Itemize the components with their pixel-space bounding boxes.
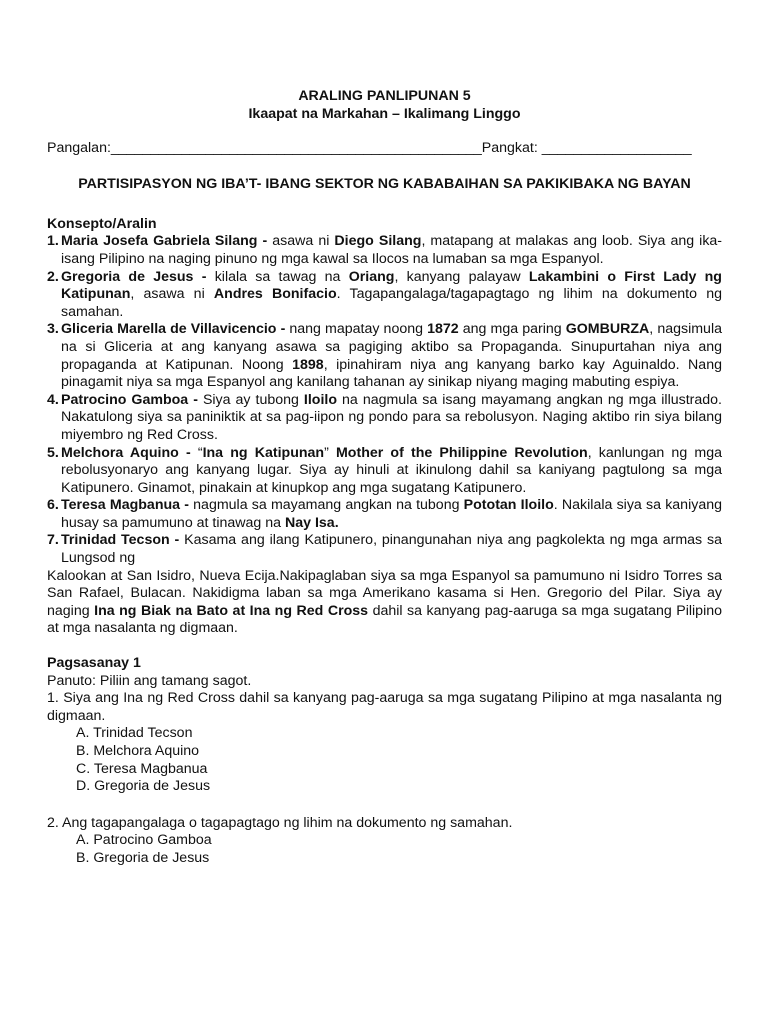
bold-text: Lakambini o First Lady ng Katipunan [61, 268, 722, 303]
group-blank[interactable]: ___________________ [537, 140, 692, 157]
text-run: Siya ay tubong [202, 391, 304, 408]
bold-text: Iloilo [303, 391, 338, 408]
bold-text: Mother of the Philippine Revolution [335, 444, 588, 461]
bold-text: Teresa Magbanua - [61, 497, 194, 514]
bold-text: Ina ng Katipunan [202, 444, 325, 461]
answer-option[interactable]: D. Gregoria de Jesus [76, 778, 211, 795]
lesson-item-number: 3. [47, 321, 59, 338]
text-run: , kanlungan ng mga rebolusyonaryo ang kanyang lugar. Siya ay hinuli at ikinulong dahil sa kaniyang pagtulong sa mga Katipunero. Ginamot, pinakain at kinupkop ang mga sugatang Katipunero. [61, 444, 722, 496]
text-run: , nagsimula na si Gliceria at ang kanyang asawa sa pagiging aktibo sa Propaganda. Sinupurtahan niya ang propaganda at Katipunan. Noong [61, 321, 722, 373]
bold-text: Gregoria de Jesus - [61, 268, 215, 285]
bold-text: Oriang [348, 268, 395, 285]
bold-text: Ina ng Biak na Bato at Ina ng Red Cross [94, 602, 369, 619]
lesson-item-number: 5. [47, 444, 59, 461]
bold-text: Trinidad Tecson - [61, 532, 185, 549]
bold-text: Diego Silang [334, 233, 422, 250]
bold-text: Gliceria Marella de Villavicencio - [61, 321, 290, 338]
text-run: , ipinahiram niya ang kanyang barko kay Aguinaldo. Nang pinagamit niya sa mga Espanyol ang kanilang tahanan ay sinikap niyang maging mabuting espiya. [61, 356, 722, 391]
question-text: 1. Siya ang Ina ng Red Cross dahil sa kanyang pag-aaruga sa mga sugatang Pilipino at mga nasalanta ng digmaan. [47, 690, 722, 724]
name-line [47, 140, 722, 158]
text-run: Kalookan at San Isidro, Nueva Ecija.Nakipaglaban siya sa mga Espanyol sa pamumuno ni Isidro Torres sa San Rafael, Bulacan. Nakidigma laban sa mga Amerikano kasama si Hen. Gregorio del Pilar. Siya ay naging [47, 567, 722, 619]
answer-option[interactable]: A. Patrocino Gamboa [76, 832, 212, 849]
document-title: ARALING PANLIPUNAN 5 [298, 88, 471, 104]
lesson-item [47, 233, 722, 268]
answer-options [47, 725, 722, 795]
text-run: , matapang at malakas ang loob. Siya ang ika-isang Pilipino na naging pinuno ng mga kawal sa Ilocos na lumaban sa mga Espanyol. [61, 233, 723, 267]
answer-options [47, 832, 722, 867]
bold-text: GOMBURZA [565, 321, 650, 338]
lesson-item [47, 321, 722, 391]
lesson-item-text [61, 532, 722, 567]
group-label: Pangkat: [481, 140, 538, 157]
text-run: asawa ni [272, 233, 335, 250]
exercise-instructions: Panuto: Piliin ang tamang sagot. [47, 672, 252, 689]
lesson-item [47, 497, 722, 532]
lesson-heading: PARTISIPASYON NG IBA’T- IBANG SEKTOR NG KABABAIHAN SA PAKIKIBAKA NG BAYAN [78, 175, 691, 192]
text-run: , asawa ni [130, 286, 214, 303]
name-label: Pangalan: [47, 140, 111, 157]
lesson-continuation [47, 568, 722, 638]
question-text: 2. Ang tagapangalaga o tagapagtago ng lihim na dokumento ng samahan. [47, 814, 513, 831]
text-run: kilala sa tawag na [214, 268, 349, 285]
text-run: dahil sa kanyang pag-aaruga sa mga sugatang Pilipino at mga nasalanta ng digmaan. [47, 602, 723, 637]
question-list [47, 690, 722, 867]
lesson-item [47, 269, 722, 322]
name-blank[interactable]: _______________________________________________ [110, 140, 482, 157]
answer-option[interactable]: C. Teresa Magbanua [76, 760, 208, 777]
lesson-label: Konsepto/Aralin [47, 215, 157, 232]
text-run: nang mapatay noong [289, 321, 428, 338]
bold-text: Andres Bonifacio [213, 286, 337, 303]
document-subtitle: Ikaapat na Markahan – Ikalimang Linggo [248, 105, 521, 122]
lesson-item [47, 392, 722, 445]
text-run: na nagmula sa isang mayamang angkan ng mga illustrado. Nakatulong siya sa paniniktik at sa pag-iipon ng pondo para sa rebolusyon. Naging aktibo rin siya bilang miyembro ng Red Cross. [61, 391, 722, 443]
lesson-item-number: 4. [47, 391, 59, 408]
text-run: Kasama ang ilang Katipunero, pinangunahan niya ang pagkolekta ng mga armas sa Lungsod ng [61, 532, 723, 567]
text-run: nagmula sa mayamang angkan na tubong [193, 497, 464, 514]
text-run: . Tagapangalaga/tagapagtago ng lihim na dokumento ng samahan. [61, 286, 722, 320]
lesson-item-text [61, 392, 722, 445]
lesson-item [47, 445, 722, 498]
lesson-item-number: 7. [47, 532, 59, 549]
text-run: “ [197, 444, 203, 461]
lesson-item-text [61, 321, 722, 391]
answer-option[interactable]: A. Trinidad Tecson [76, 725, 193, 742]
lesson-item-number: 6. [47, 497, 59, 514]
bold-text: Patrocino Gamboa - [61, 391, 203, 408]
bold-text: 1872 [427, 321, 459, 338]
worksheet-page [47, 88, 722, 868]
bold-text: Maria Josefa Gabriela Silang - [61, 233, 273, 250]
lesson-item-text [61, 445, 722, 498]
bold-text: 1898 [292, 356, 324, 373]
bold-text: Nay Isa. [285, 514, 339, 531]
text-run: ” [324, 444, 336, 461]
question-spacer [47, 796, 722, 815]
answer-option[interactable]: B. Melchora Aquino [76, 743, 200, 759]
lesson-item-text [61, 269, 722, 322]
lesson-item-number: 2. [47, 268, 59, 285]
text-run: . Nakilala siya sa kaniyang husay sa pamumuno at tinawag na [61, 497, 722, 531]
lesson-item-text [61, 233, 722, 268]
exercise-label: Pagsasanay 1 [47, 655, 141, 672]
text-run: ang mga paring [458, 321, 566, 338]
bold-text: Pototan Iloilo [463, 497, 554, 514]
text-run: , kanyang palayaw [394, 268, 529, 285]
lesson-item-text [61, 497, 722, 532]
lesson-item [47, 532, 722, 567]
lesson-item-number: 1. [47, 233, 59, 250]
lesson-list [47, 233, 722, 567]
bold-text: Melchora Aquino - [61, 444, 198, 461]
answer-option[interactable]: B. Gregoria de Jesus [76, 849, 210, 866]
